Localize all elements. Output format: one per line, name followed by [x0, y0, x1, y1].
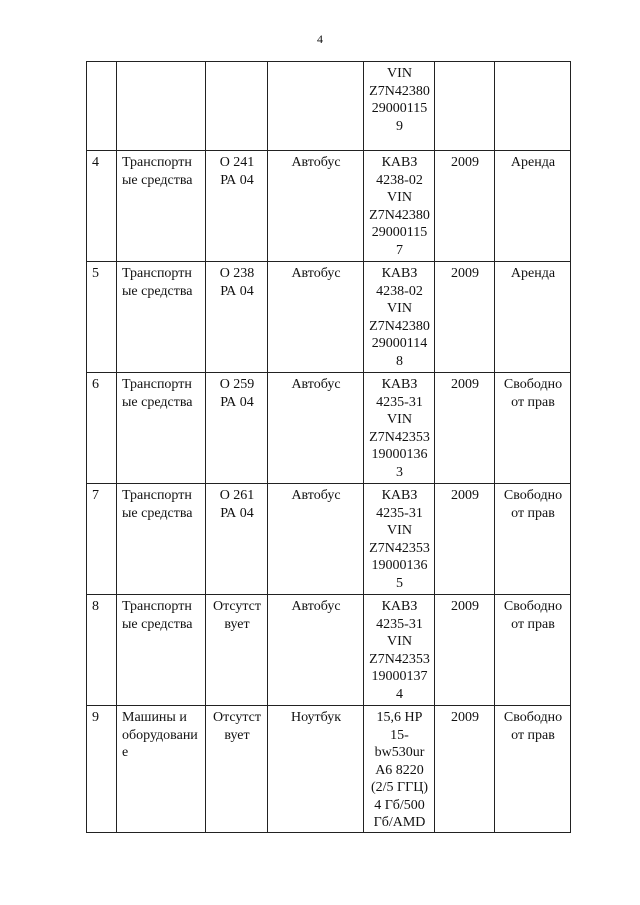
table-row [87, 706, 571, 833]
asset-type-text: Автобус [291, 599, 341, 614]
reg-number-cell [206, 151, 268, 262]
identifier-line: VIN [387, 66, 412, 81]
identifier-line: Z7N42353 [369, 429, 430, 445]
status-line: Аренда [510, 155, 556, 170]
reg-number-line: вует [224, 727, 250, 743]
identifier-line: 5 [396, 575, 403, 591]
reg-number-cell [206, 484, 268, 595]
reg-number-line: РА 04 [220, 394, 254, 410]
identifier-line: 4238-02 [376, 172, 423, 188]
identifier-line: 4238-02 [376, 283, 423, 299]
category-line: ые средства [122, 283, 193, 299]
asset-type-text: Автобус [291, 266, 341, 281]
category-line: ые средства [122, 505, 193, 521]
asset-type-cell [268, 706, 364, 833]
identifier-line: 29000115 [371, 101, 428, 116]
reg-number-line: О 259 [219, 377, 255, 392]
identifier-line: bw530ur [374, 745, 425, 760]
identifier-line: 3 [396, 464, 403, 480]
year-cell [435, 484, 495, 595]
identifier-line: 4235-31 [376, 394, 423, 410]
identifier-line: КАВЗ [381, 266, 418, 281]
reg-number-cell [206, 262, 268, 373]
year-text: 2009 [451, 266, 479, 281]
status-line: от прав [511, 394, 555, 410]
row-number-cell [87, 62, 117, 151]
identifier-cell [364, 373, 435, 484]
row-number-text: 9 [92, 710, 99, 725]
row-number-cell [87, 706, 117, 833]
identifier-line: Гб/AMD [373, 815, 426, 830]
category-line: ые средства [122, 172, 193, 188]
identifier-line: 4235-31 [376, 616, 423, 632]
category-cell [117, 595, 206, 706]
identifier-cell [364, 484, 435, 595]
identifier-cell [364, 262, 435, 373]
asset-type-cell [268, 373, 364, 484]
identifier-line: 4235-31 [376, 505, 423, 521]
category-line: Транспортн [122, 155, 192, 170]
category-line: Машины и [122, 710, 187, 725]
row-number-cell [87, 595, 117, 706]
identifier-cell [364, 62, 435, 151]
identifier-line: 29000115 [371, 225, 428, 240]
status-line: Свободно [503, 488, 563, 503]
row-number-text: 7 [92, 488, 99, 503]
identifier-line: 29000114 [371, 336, 428, 351]
row-number-cell [87, 151, 117, 262]
reg-number-cell [206, 62, 268, 151]
identifier-line: Z7N42380 [369, 318, 430, 334]
identifier-line: 7 [396, 242, 403, 258]
identifier-line: 15- [390, 727, 409, 743]
category-cell [117, 373, 206, 484]
year-cell [435, 62, 495, 151]
status-cell [495, 262, 571, 373]
row-number-cell [87, 484, 117, 595]
year-cell [435, 373, 495, 484]
year-cell [435, 706, 495, 833]
reg-number-line: РА 04 [220, 172, 254, 188]
reg-number-line: О 241 [219, 155, 255, 170]
asset-type-cell [268, 151, 364, 262]
identifier-line: 15,6 HP [376, 710, 423, 725]
category-line: Транспортн [122, 266, 192, 281]
reg-number-line: Отсутст [212, 710, 262, 725]
table-row [87, 595, 571, 706]
category-line: ые средства [122, 394, 193, 410]
reg-number-line: О 261 [219, 488, 255, 503]
year-text: 2009 [451, 599, 479, 614]
category-line: Транспортн [122, 599, 192, 614]
category-cell [117, 151, 206, 262]
identifier-line: Z7N42380 [369, 207, 430, 223]
identifier-line: A6 8220 [375, 762, 424, 778]
reg-number-cell [206, 595, 268, 706]
reg-number-line: О 238 [219, 266, 255, 281]
table-body [87, 62, 571, 833]
identifier-line: КАВЗ [381, 488, 418, 503]
row-number-text: 8 [92, 599, 99, 614]
identifier-line: 9 [396, 118, 403, 134]
identifier-line: КАВЗ [381, 377, 418, 392]
year-cell [435, 151, 495, 262]
identifier-line: Z7N42353 [369, 540, 430, 556]
category-cell [117, 484, 206, 595]
reg-number-cell [206, 706, 268, 833]
year-text: 2009 [451, 710, 479, 725]
identifier-line: Z7N42380 [369, 83, 430, 99]
reg-number-line: РА 04 [220, 283, 254, 299]
identifier-line: 19000136 [371, 558, 428, 573]
status-line: от прав [511, 505, 555, 521]
page-number: 4 [317, 32, 323, 46]
identifier-line: VIN [387, 412, 412, 427]
asset-type-text: Автобус [291, 488, 341, 503]
status-cell [495, 62, 571, 151]
status-cell [495, 373, 571, 484]
year-text: 2009 [451, 377, 479, 392]
category-line: Транспортн [122, 488, 192, 503]
reg-number-line: вует [224, 616, 250, 632]
category-cell [117, 62, 206, 151]
identifier-line: VIN [387, 523, 412, 538]
status-cell [495, 151, 571, 262]
identifier-line: КАВЗ [381, 155, 418, 170]
row-number-text: 6 [92, 377, 99, 392]
status-line: Свободно [503, 710, 563, 725]
identifier-line: Z7N42353 [369, 651, 430, 667]
year-cell [435, 262, 495, 373]
reg-number-line: Отсутст [212, 599, 262, 614]
identifier-line: 8 [396, 353, 403, 369]
asset-type-cell [268, 484, 364, 595]
identifier-line: (2/5 ГГЦ) [370, 780, 428, 795]
status-line: Аренда [510, 266, 556, 281]
status-cell [495, 706, 571, 833]
status-line: Свободно [503, 599, 563, 614]
identifier-line: VIN [387, 190, 412, 205]
year-text: 2009 [451, 155, 479, 170]
status-line: от прав [511, 616, 555, 632]
identifier-cell [364, 595, 435, 706]
row-number-cell [87, 262, 117, 373]
category-cell [117, 706, 206, 833]
asset-type-cell [268, 62, 364, 151]
reg-number-cell [206, 373, 268, 484]
asset-type-text: Ноутбук [290, 710, 342, 725]
asset-type-cell [268, 595, 364, 706]
status-cell [495, 484, 571, 595]
assets-table [86, 61, 571, 833]
category-line: Транспортн [122, 377, 192, 392]
identifier-cell [364, 706, 435, 833]
reg-number-line: РА 04 [220, 505, 254, 521]
year-text: 2009 [451, 488, 479, 503]
identifier-line: 4 [396, 686, 403, 702]
status-line: от прав [511, 727, 555, 743]
asset-type-cell [268, 262, 364, 373]
row-number-text: 5 [92, 266, 99, 281]
status-line: Свободно [503, 377, 563, 392]
identifier-line: КАВЗ [381, 599, 418, 614]
identifier-line: VIN [387, 634, 412, 649]
table-row [87, 151, 571, 262]
identifier-cell [364, 151, 435, 262]
table-row [87, 484, 571, 595]
asset-type-text: Автобус [291, 377, 341, 392]
table-row [87, 373, 571, 484]
status-cell [495, 595, 571, 706]
identifier-line: 4 Гб/500 [374, 797, 425, 813]
identifier-line: VIN [387, 301, 412, 316]
category-line: ые средства [122, 616, 193, 632]
category-line: оборудовани [122, 727, 198, 743]
identifier-line: 19000136 [371, 447, 428, 462]
row-number-text: 4 [92, 155, 99, 170]
category-line: е [122, 745, 129, 760]
category-cell [117, 262, 206, 373]
identifier-line: 19000137 [371, 669, 428, 684]
year-cell [435, 595, 495, 706]
table-row [87, 62, 571, 151]
table-row [87, 262, 571, 373]
asset-type-text: Автобус [291, 155, 341, 170]
row-number-cell [87, 373, 117, 484]
